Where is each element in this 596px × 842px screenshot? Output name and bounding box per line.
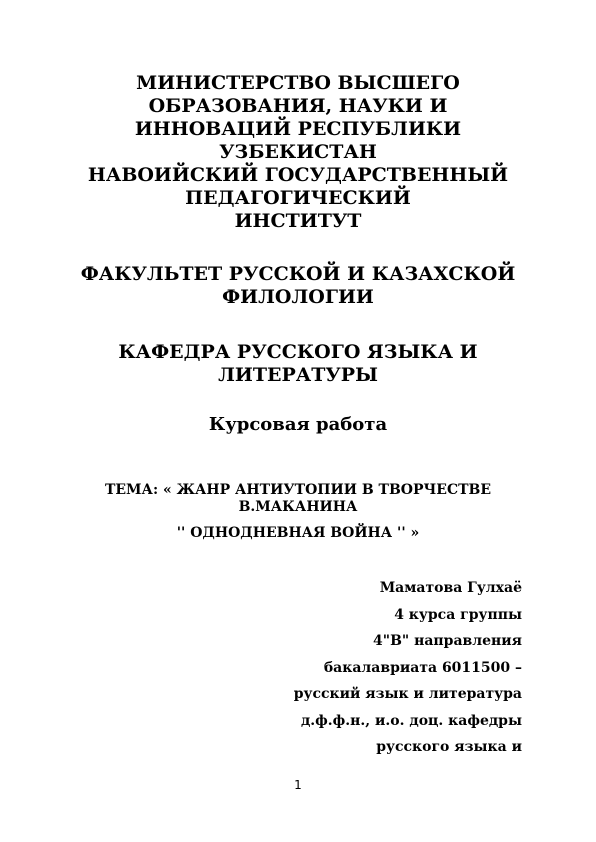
theme-line: ТЕМА: « ЖАНР АНТИУТОПИИ В ТВОРЧЕСТВЕ <box>104 482 492 498</box>
author-line: бакалавриата 6011500 – <box>323 659 522 676</box>
ministry-line: ИННОВАЦИЙ РЕСПУБЛИКИ <box>134 118 462 140</box>
chair-line: ЛИТЕРАТУРЫ <box>218 364 378 386</box>
author-line: Маматова Гулхаё <box>379 580 522 596</box>
theme-block <box>70 482 526 542</box>
author-line: 4"В" направления <box>373 633 522 649</box>
faculty-line: ФИЛОЛОГИИ <box>222 286 374 308</box>
ministry-line: МИНИСТЕРСТВО ВЫСШЕГО <box>136 72 460 94</box>
ministry-line: УЗБЕКИСТАН <box>219 141 377 163</box>
institute-line: ИНСТИТУТ <box>234 210 362 232</box>
faculty-heading <box>50 263 546 309</box>
theme-line: '' ОДНОДНЕВНАЯ ВОЙНА '' » <box>176 525 420 541</box>
faculty-line: ФАКУЛЬТЕТ РУССКОЙ И КАЗАХСКОЙ <box>80 263 516 285</box>
ministry-heading <box>60 72 536 233</box>
author-block <box>222 575 522 761</box>
ministry-line: ОБРАЗОВАНИЯ, НАУКИ И <box>148 95 448 117</box>
chair-line: КАФЕДРА РУССКОГО ЯЗЫКА И <box>118 341 478 363</box>
theme-line: В.МАКАНИНА <box>238 499 358 515</box>
chair-heading <box>50 341 546 387</box>
institute-line: НАВОИЙСКИЙ ГОСУДАРСТВЕННЫЙ <box>87 164 509 186</box>
author-line: д.ф.ф.н., и.о. доц. кафедры <box>300 712 522 729</box>
author-line: 4 курса группы <box>394 606 522 623</box>
author-line: русского языка и <box>376 739 522 755</box>
page-number: 1 <box>294 778 302 792</box>
institute-line: ПЕДАГОГИЧЕСКИЙ <box>185 187 411 209</box>
author-line: русский язык и литература <box>293 686 522 702</box>
work-type-title: Курсовая работа <box>208 414 388 435</box>
